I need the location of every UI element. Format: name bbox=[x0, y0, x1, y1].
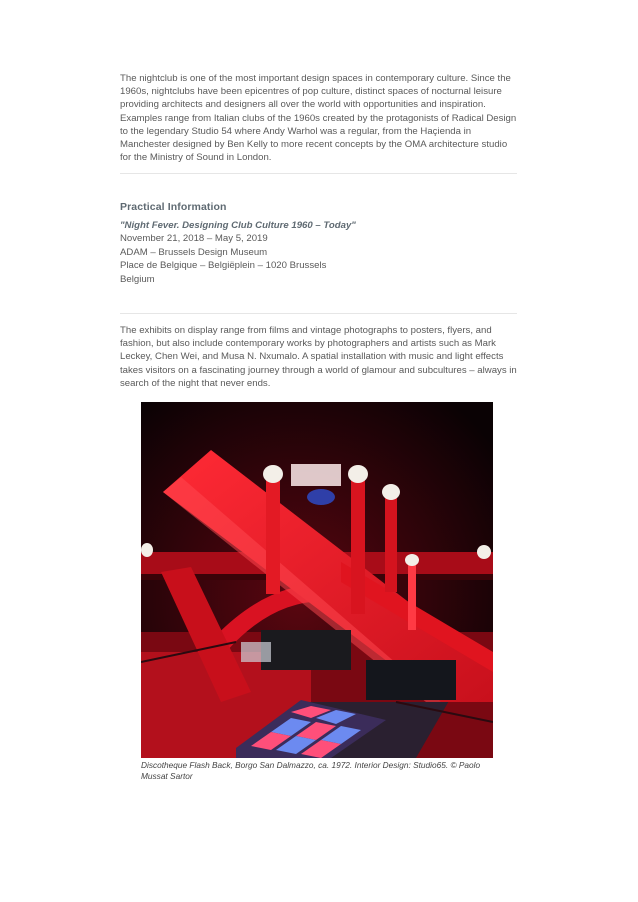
divider bbox=[120, 313, 517, 314]
nightclub-photo bbox=[141, 402, 493, 758]
intro-paragraph-block bbox=[120, 72, 520, 164]
exhibits-paragraph: The exhibits on display range from films and vintage photographs to posters, flyers, and fashion, but also include contemporary works by photographers and artists such as Mark Leckey, Chen Wei, and Musa N. Nxumalo. A spatial installation with music and light effects takes visitors on a fascinating journey through a world of glamour and subcultures – always in search of the night that never ends. bbox=[120, 325, 517, 389]
exhibits-paragraph-block bbox=[120, 324, 520, 390]
intro-paragraph: The nightclub is one of the most important design spaces in contemporary culture. Since the 1960s, nightclubs have been epicentres of pop culture, distinct spaces of nocturnal leisure providing architects and designers all over the world with opportunities and inspiration. Examples range from Italian clubs of the 1960s created by the protagonists of Radical Design to the legendary Studio 54 where Andy Warhol was a regular, from the Haçienda in Manchester designed by Ben Kelly to more recent concepts by the OMA architecture studio for the Ministry of Sound in London. bbox=[120, 73, 517, 164]
venue-name: ADAM – Brussels Design Museum bbox=[120, 246, 268, 258]
practical-information-section bbox=[120, 201, 520, 286]
divider bbox=[120, 173, 517, 174]
section-heading: Practical Information bbox=[120, 201, 227, 213]
venue-country: Belgium bbox=[120, 273, 155, 285]
exhibition-dates: November 21, 2018 – May 5, 2019 bbox=[120, 233, 268, 244]
venue-address: Place de Belgique – Belgiëplein – 1020 Brussels bbox=[120, 260, 327, 271]
exhibition-title: "Night Fever. Designing Club Culture 1960 – Today" bbox=[120, 220, 356, 231]
photo-caption: Discotheque Flash Back, Borgo San Dalmazzo, ca. 1972. Interior Design: Studio65. © Paolo Mussat Sartor bbox=[141, 760, 481, 780]
